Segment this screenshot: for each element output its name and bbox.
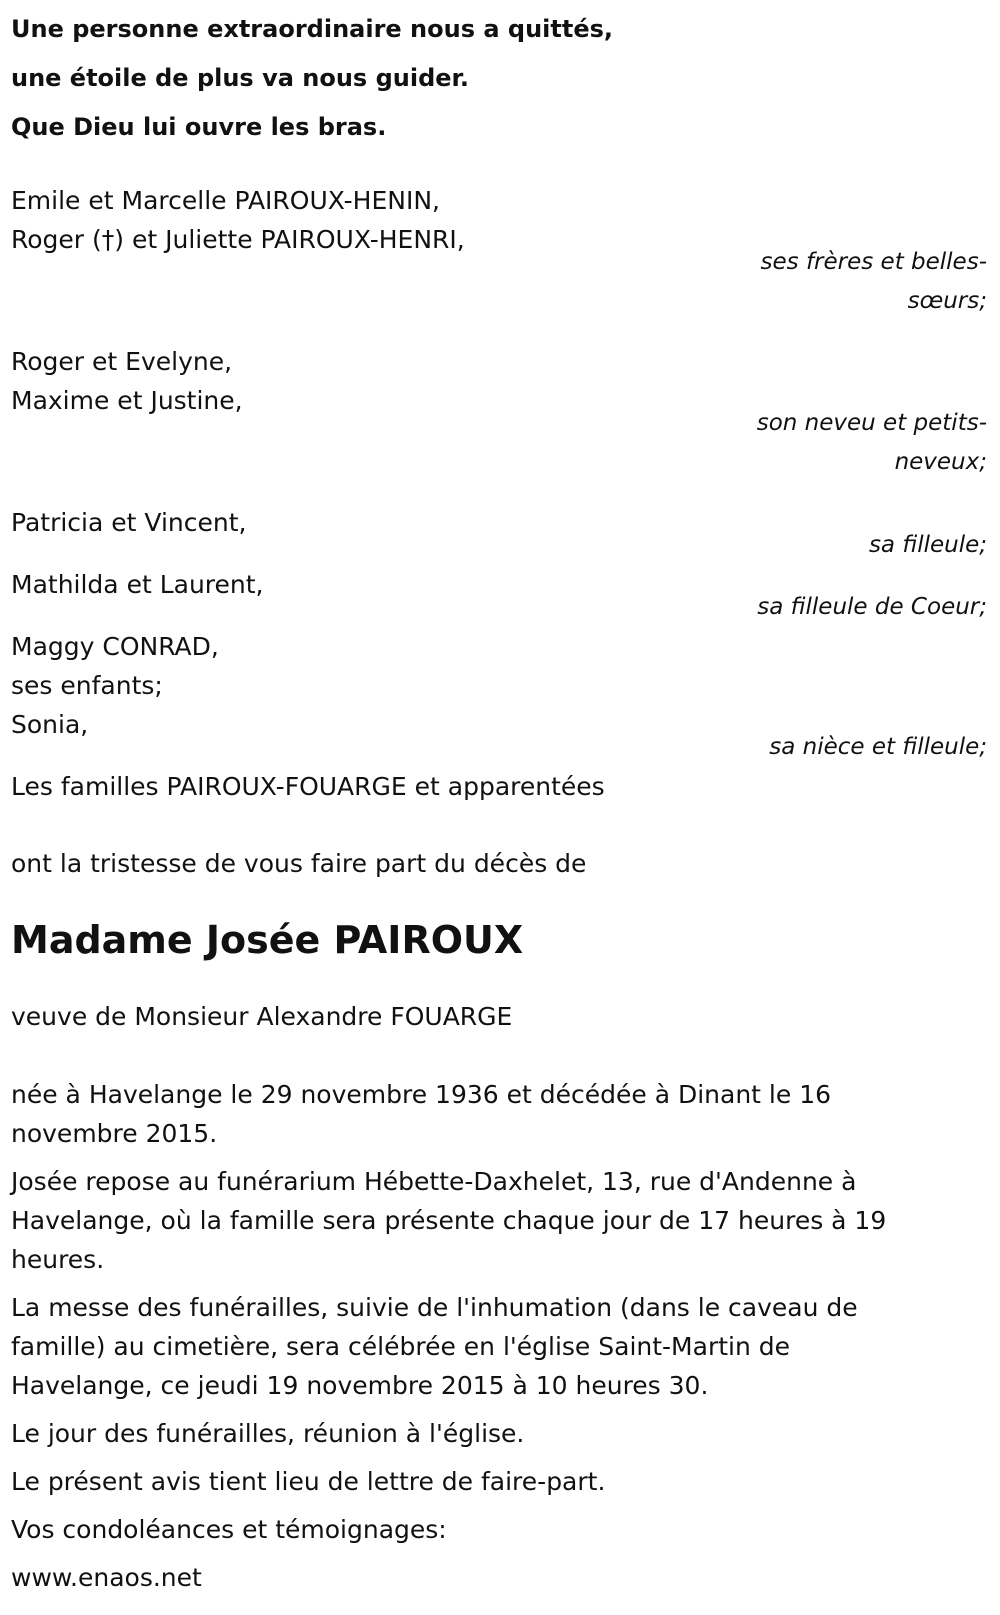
family-group-siblings <box>11 181 989 321</box>
opening-poem <box>11 0 989 152</box>
deceased-name: Madame Josée PAIROUX <box>11 918 524 962</box>
relation-text: ses frères et belles-sœurs; <box>760 249 987 314</box>
family-list <box>11 181 989 806</box>
poem-line-3: Que Dieu lui ouvre les bras. <box>11 113 387 141</box>
family-line: Sonia, <box>11 710 89 739</box>
family-group-related <box>11 767 989 806</box>
notice-text: Le présent avis tient lieu de lettre de faire-part. <box>11 1467 606 1496</box>
relation-label: sa filleule de Coeur; <box>757 594 987 620</box>
meeting-text: Le jour des funérailles, réunion à l'église. <box>11 1419 525 1448</box>
relation-label: sa nièce et filleule; <box>769 734 987 760</box>
mass-text: La messe des funérailles, suivie de l'inhumation (dans le caveau de famille) au cimetière, sera célébrée en l'église Saint-Martin de Havelange, ce jeudi 19 novembre 2015 à 10 heures 30. <box>11 1293 858 1400</box>
family-group-nephews <box>11 342 989 482</box>
family-line: Roger (†) et Juliette PAIROUX-HENRI, <box>11 225 465 254</box>
condolences-label: Vos condoléances et témoignages: <box>11 1515 447 1544</box>
family-group-goddaughter <box>11 503 989 565</box>
family-group-goddaughter-heart <box>11 565 989 627</box>
family-line: Maggy CONRAD, <box>11 632 219 661</box>
birth-death-text: née à Havelange le 29 novembre 1936 et décédée à Dinant le 16 novembre 2015. <box>11 1080 832 1148</box>
funerarium-text: Josée repose au funérarium Hébette-Daxhelet, 13, rue d'Andenne à Havelange, où la famille sera présente chaque jour de 17 heures à 19 heures. <box>11 1167 887 1274</box>
family-line: Les familles PAIROUX-FOUARGE et apparentées <box>11 772 605 801</box>
family-line: Patricia et Vincent, <box>11 508 247 537</box>
details-section <box>11 1075 989 1597</box>
family-line: Roger et Evelyne, <box>11 347 233 376</box>
website-link[interactable]: www.enaos.net <box>11 1563 202 1592</box>
poem-line-2: une étoile de plus va nous guider. <box>11 64 470 92</box>
widow-of-text: veuve de Monsieur Alexandre FOUARGE <box>11 1002 513 1031</box>
family-line: Mathilda et Laurent, <box>11 570 264 599</box>
family-line: Emile et Marcelle PAIROUX-HENIN, <box>11 186 440 215</box>
announcement-text: ont la tristesse de vous faire part du décès de <box>11 849 587 878</box>
relation-label: sa filleule; <box>868 532 987 558</box>
family-line: Maxime et Justine, <box>11 386 243 415</box>
relation-text: son neveu et petits-neveux; <box>756 410 987 475</box>
family-line: ses enfants; <box>11 671 163 700</box>
poem-line-1: Une personne extraordinaire nous a quittés, <box>11 15 614 43</box>
family-group-niece <box>11 627 989 767</box>
